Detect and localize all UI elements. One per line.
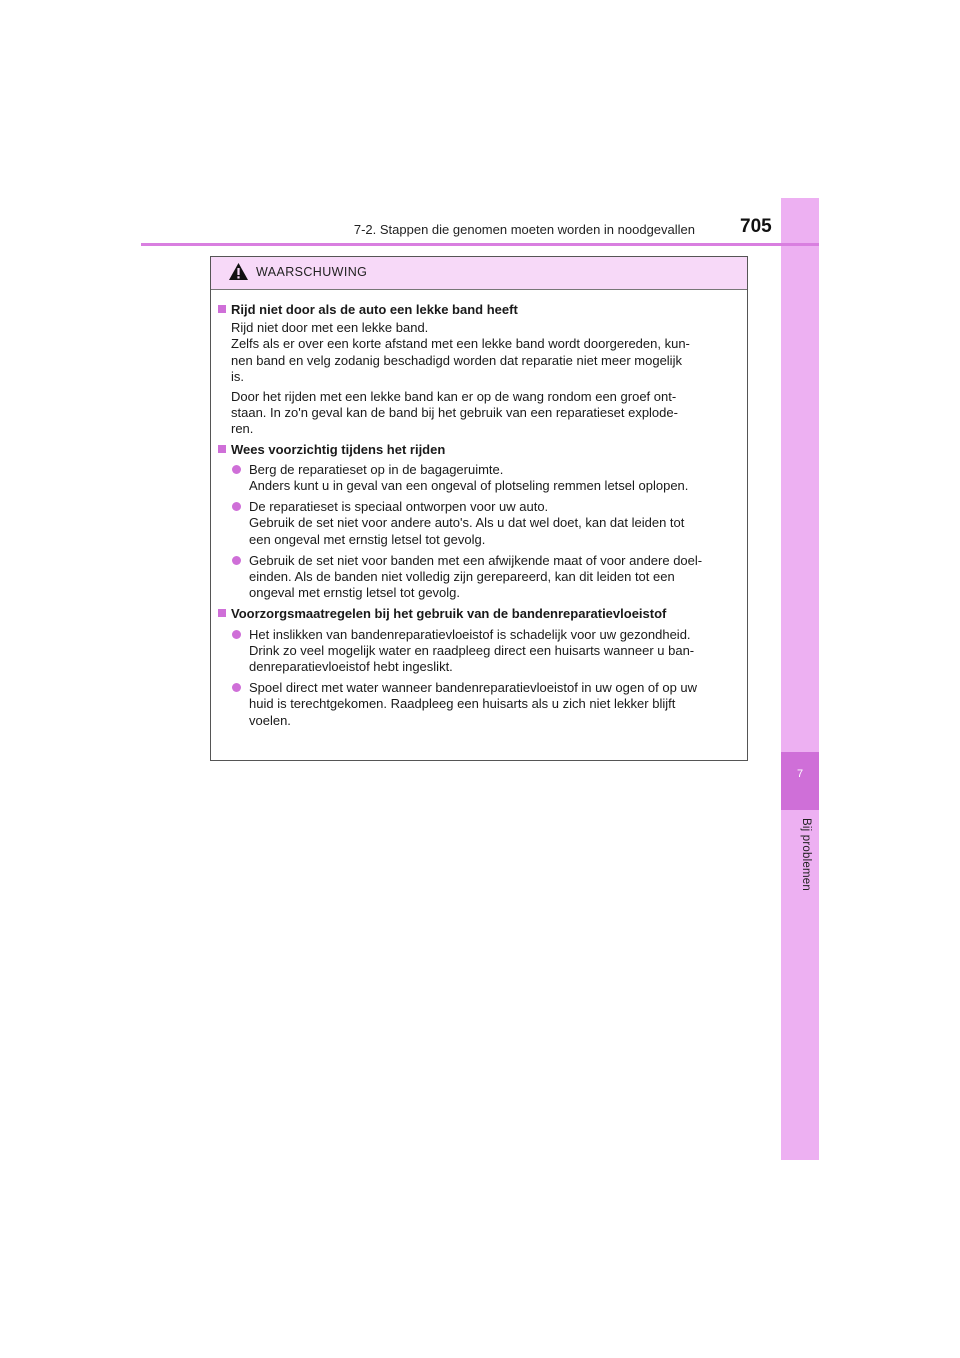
text-line: Spoel direct met water wanneer bandenreparatievloeistof in uw ogen of op uw [249, 680, 698, 696]
chapter-number: 7 [781, 752, 819, 810]
round-bullet-icon [232, 465, 241, 474]
square-bullet-icon [218, 609, 226, 617]
section-heading-text: Rijd niet door als de auto een lekke band heeft [231, 302, 518, 317]
section-heading-text: Wees voorzichtig tijdens het rijden [231, 441, 446, 457]
text-line: Zelfs als er over een korte afstand met een lekke band wordt doorgereden, kun- [231, 336, 690, 352]
section-heading [217, 442, 741, 458]
page-number: 705 [740, 216, 772, 237]
chapter-title: Bij problemen [800, 818, 812, 891]
square-bullet-icon [218, 305, 226, 313]
text-line: staan. In zo'n geval kan de band bij het gebruik van een reparatieset explode- [231, 405, 678, 421]
chapter-side-tab [781, 198, 819, 1160]
text-line: voelen. [249, 712, 291, 728]
bullet-item [217, 462, 741, 494]
round-bullet-icon [232, 556, 241, 565]
section-heading-text: Voorzorgsmaatregelen bij het gebruik van de bandenreparatievloeistof [231, 606, 667, 622]
square-bullet-icon [218, 445, 226, 453]
bullet-item [217, 499, 741, 548]
section-heading [217, 606, 741, 622]
round-bullet-icon [232, 683, 241, 692]
text-line: Door het rijden met een lekke band kan er op de wang rondom een groef ont- [231, 389, 677, 405]
section-title: 7-2. Stappen die genomen moeten worden in noodgevallen [353, 222, 695, 237]
text-line: Gebruik de set niet voor banden met een afwijkende maat of voor andere doel- [249, 552, 703, 568]
header-divider [141, 243, 819, 246]
warning-section [217, 442, 741, 602]
bullet-item [217, 680, 741, 729]
paragraph [217, 389, 741, 438]
text-line: ongeval met ernstig letsel tot gevolg. [249, 585, 461, 601]
section-heading [217, 302, 741, 318]
paragraph [217, 320, 741, 385]
warning-body [211, 290, 747, 729]
text-line: nen band en velg zodanig beschadigd worden dat reparatie niet meer mogelijk [231, 352, 682, 368]
text-line: De reparatieset is speciaal ontworpen voor uw auto. [249, 499, 549, 515]
text-line: Anders kunt u in geval van een ongeval of plotseling remmen letsel oplopen. [249, 478, 689, 494]
text-line: Berg de reparatieset op in de bagageruimte. [249, 461, 504, 477]
text-line: einden. Als de banden niet volledig zijn gerepareerd, kan dit leiden tot een [249, 569, 675, 585]
text-line: Drink zo veel mogelijk water en raadpleeg direct een huisarts wanneer u ban- [249, 642, 695, 658]
text-line: Gebruik de set niet voor andere auto's. Als u dat wel doet, kan dat leiden tot [249, 515, 685, 531]
bullet-item [217, 627, 741, 676]
text-line: Het inslikken van bandenreparatievloeistof is schadelijk voor uw gezondheid. [249, 626, 691, 642]
text-line: ren. [231, 421, 254, 437]
round-bullet-icon [232, 630, 241, 639]
warning-triangle-icon [228, 262, 249, 281]
round-bullet-icon [232, 502, 241, 511]
warning-title: WAARSCHUWING [256, 265, 368, 279]
text-line: Rijd niet door met een lekke band. [231, 320, 429, 336]
text-line: huid is terechtgekomen. Raadpleeg een huisarts als u zich niet lekker blijft [249, 696, 676, 712]
warning-header [211, 257, 747, 290]
warning-section [217, 606, 741, 728]
text-line: is. [231, 368, 244, 384]
warning-box [210, 256, 748, 761]
warning-section [217, 302, 741, 438]
bullet-item [217, 553, 741, 602]
text-line: een ongeval met ernstig letsel tot gevolg. [249, 531, 486, 547]
text-line: denreparatievloeistof hebt ingeslikt. [249, 659, 453, 675]
